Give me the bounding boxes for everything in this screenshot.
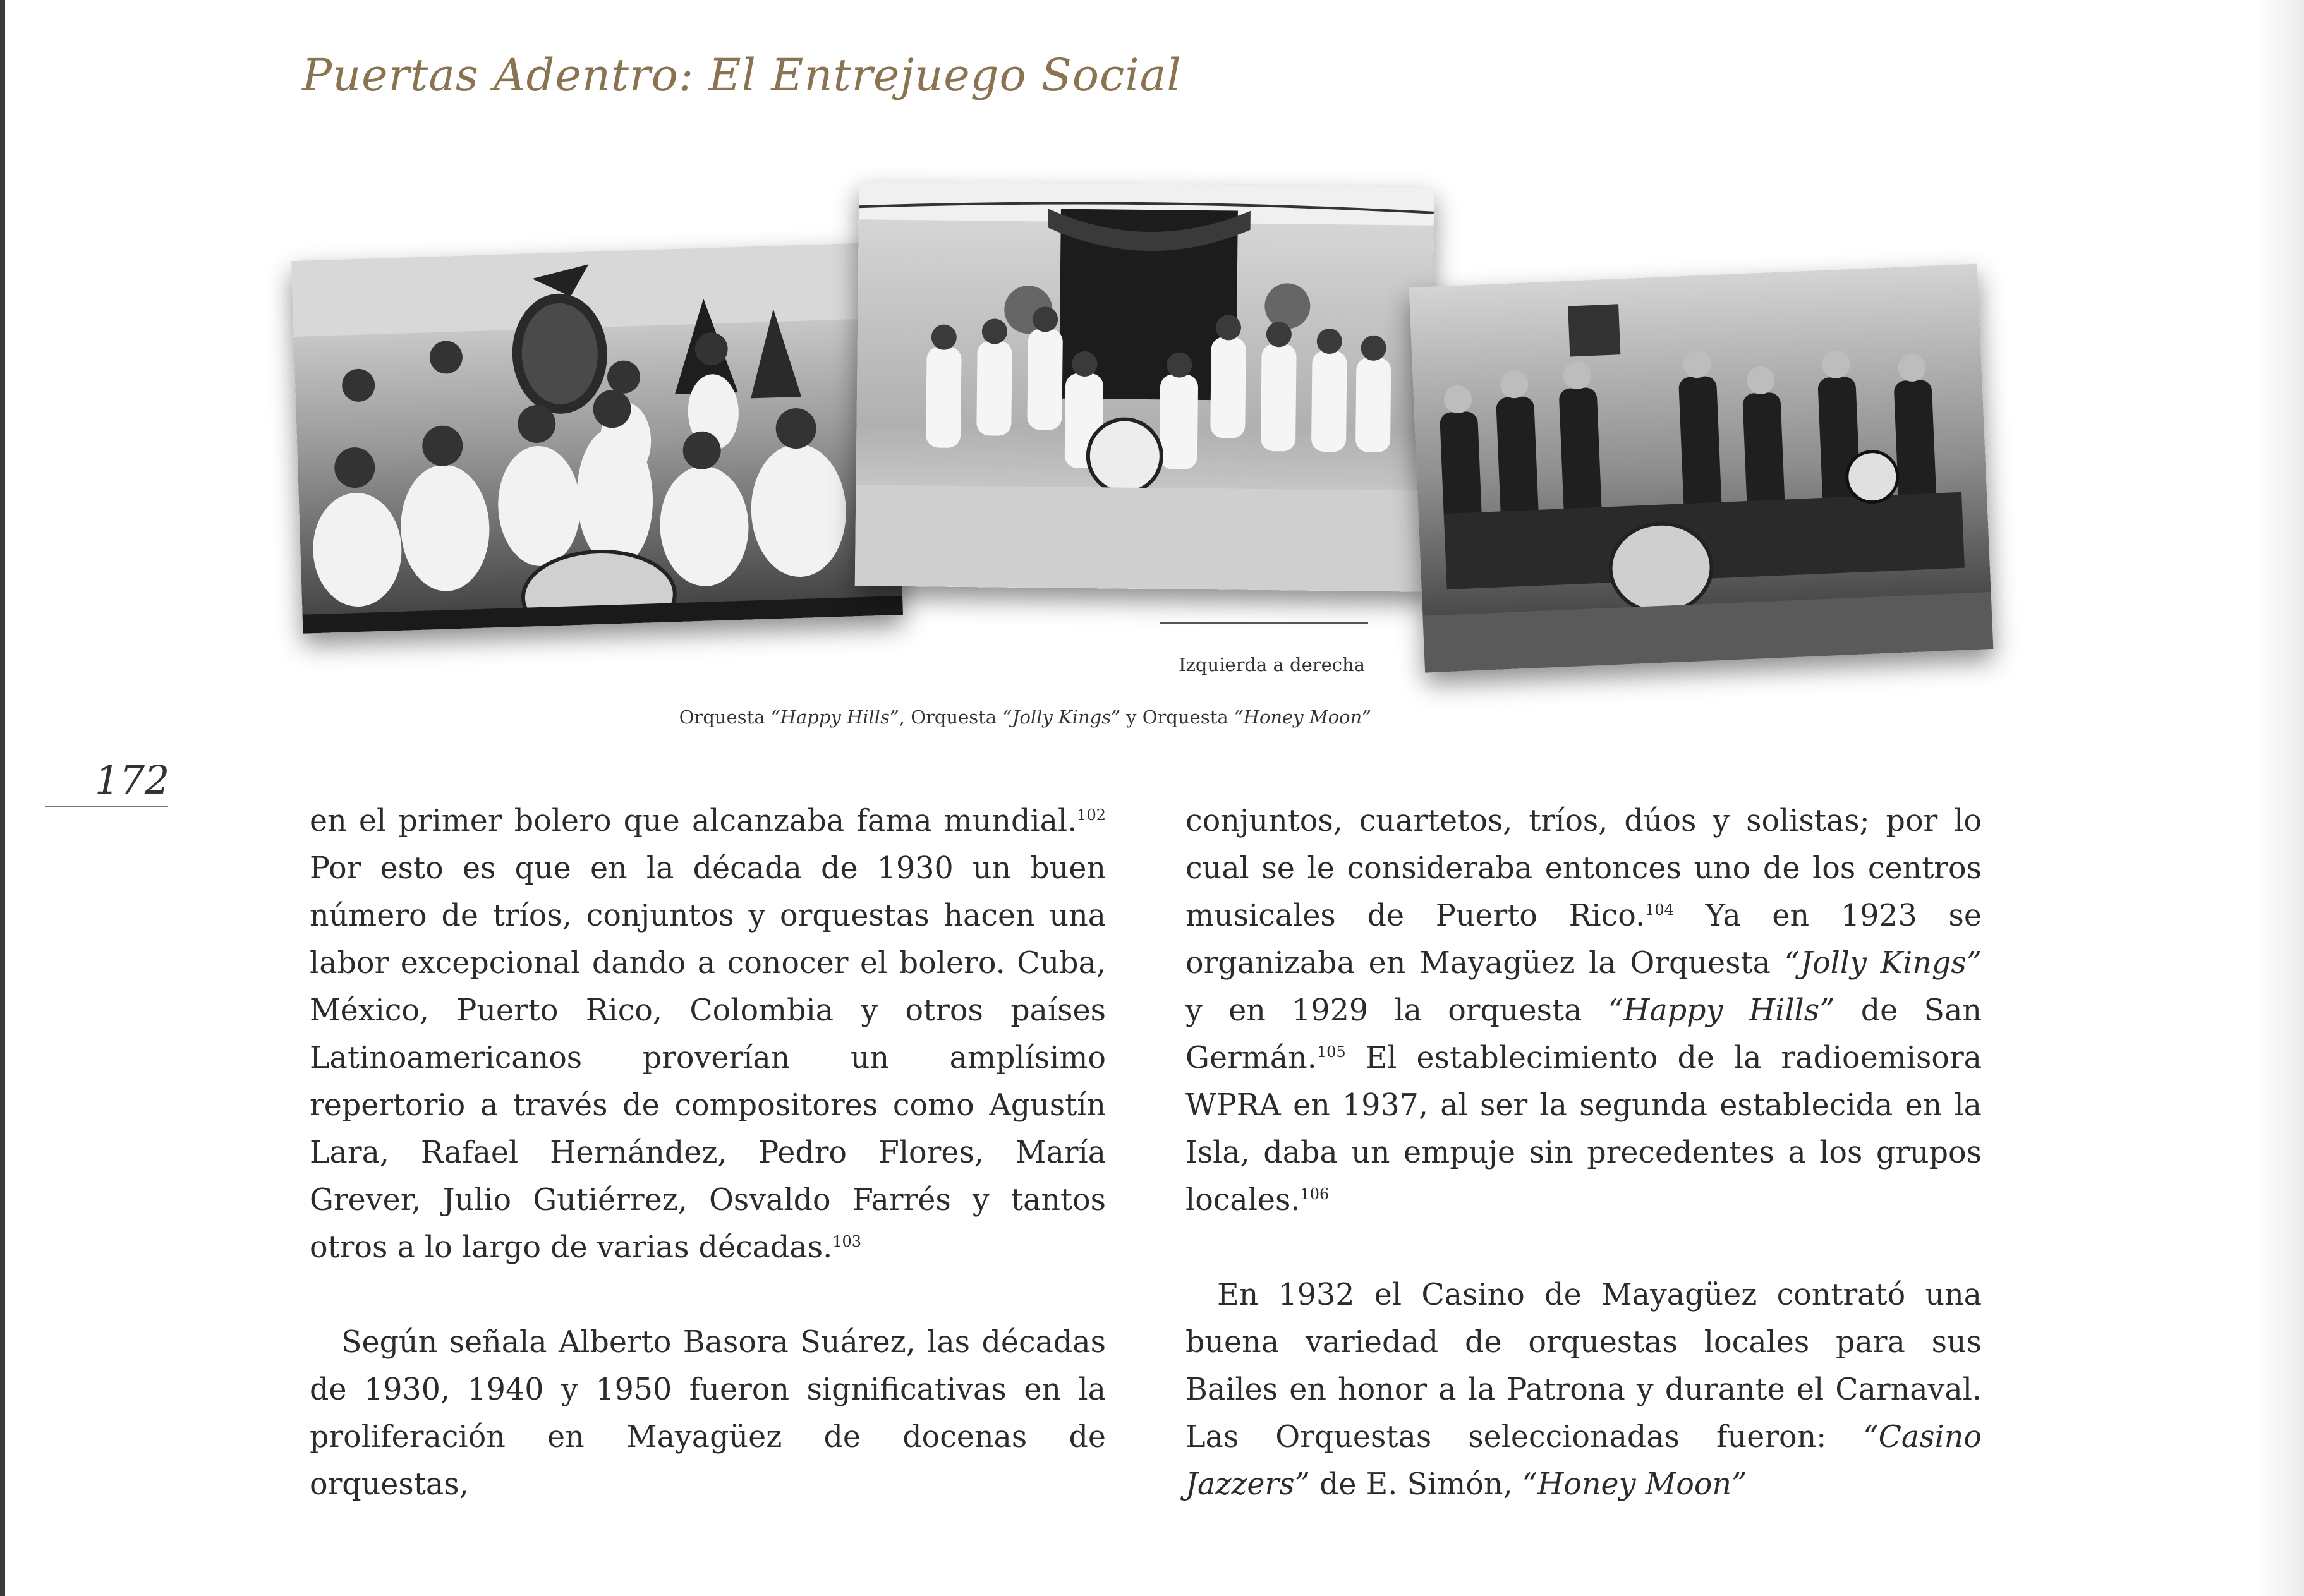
photo-caption	[556, 706, 1371, 728]
text-run: de San Germán.	[1185, 993, 1982, 1075]
page-number: 172	[95, 757, 170, 803]
text-run: y en 1929 la orquesta	[1185, 993, 1608, 1028]
orchestra-name: “Honey Moon”	[1522, 1467, 1747, 1502]
paragraph	[1185, 1271, 1982, 1508]
text-run: en el primer bolero que alcanzaba fama mundial.	[310, 804, 1077, 838]
footnote-ref: 105	[1316, 1043, 1346, 1061]
photo-honey-moon-orchestra	[1409, 263, 1994, 672]
paragraph	[1185, 797, 1982, 1224]
caption-rule	[1160, 622, 1368, 624]
footnote-ref: 106	[1300, 1185, 1330, 1204]
caption-orchestra-name: “Happy Hills”	[770, 706, 899, 728]
orchestra-name: “Jolly Kings”	[1784, 946, 1982, 981]
text-run: En 1932 el Casino de Mayagüez contrató una buena variedad de orquestas locales para sus Bailes en honor a la Patrona y durante el Carnaval. Las Orquestas seleccionadas fueron:	[1185, 1278, 1982, 1454]
caption-orchestra-name: “Jolly Kings”	[1002, 706, 1120, 728]
caption-orchestra-name: “Honey Moon”	[1234, 706, 1371, 728]
paragraph	[310, 1319, 1106, 1508]
photo-jolly-kings-orchestra	[855, 181, 1434, 591]
orchestra-name: “Casino Jazzers”	[1185, 1420, 1982, 1502]
page-right-edge-shadow	[2253, 0, 2304, 1596]
photo-happy-hills-orchestra	[291, 242, 903, 634]
footnote-ref: 104	[1645, 901, 1674, 919]
text-run: conjuntos, cuartetos, tríos, dúos y solistas; por lo cual se le consideraba entonces uno de los centros musicales de Puerto Rico.	[1185, 804, 1982, 933]
page-number-rule	[45, 806, 168, 807]
running-head: Puertas Adentro: El Entrejuego Social	[302, 49, 1182, 101]
caption-text: Orquesta	[679, 706, 771, 728]
orchestra-name: “Happy Hills”	[1608, 993, 1835, 1028]
caption-text: , Orquesta	[899, 706, 1003, 728]
paragraph	[310, 797, 1106, 1271]
photo-caption-heading: Izquierda a derecha	[1179, 654, 1365, 675]
text-run: El establecimiento de la radioemisora WPRA en 1937, al ser la segunda establecida en la Isla, daba un empuje sin precedentes a los grupos locales.	[1185, 1041, 1982, 1218]
footnote-ref: 102	[1077, 806, 1106, 825]
text-run: Por esto es que en la década de 1930 un buen número de tríos, conjuntos y orquestas hacen una labor excepcional dando a conocer el bolero. Cuba, México, Puerto Rico, Colombia y otros países Latinoamericanos proverían un amplísimo repertorio a través de compositores como Agustín Lara, Rafael Hernández, Pedro Flores, María Grever, Julio Gutiérrez, Osvaldo Farrés y tantos otros a lo largo de varias décadas.	[310, 851, 1106, 1265]
caption-text: y Orquesta	[1120, 706, 1234, 728]
footnote-ref: 103	[832, 1233, 862, 1251]
text-run: de E. Simón,	[1309, 1467, 1522, 1502]
left-text-column	[310, 797, 1106, 1508]
right-text-column	[1185, 797, 1982, 1508]
page-left-edge	[0, 0, 5, 1596]
text-run: Ya en 1923 se organizaba en Mayagüez la Orquesta	[1185, 898, 1982, 981]
text-run: Según señala Alberto Basora Suárez, las décadas de 1930, 1940 y 1950 fueron significativas en la proliferación en Mayagüez de docenas de orquestas,	[310, 1325, 1106, 1502]
